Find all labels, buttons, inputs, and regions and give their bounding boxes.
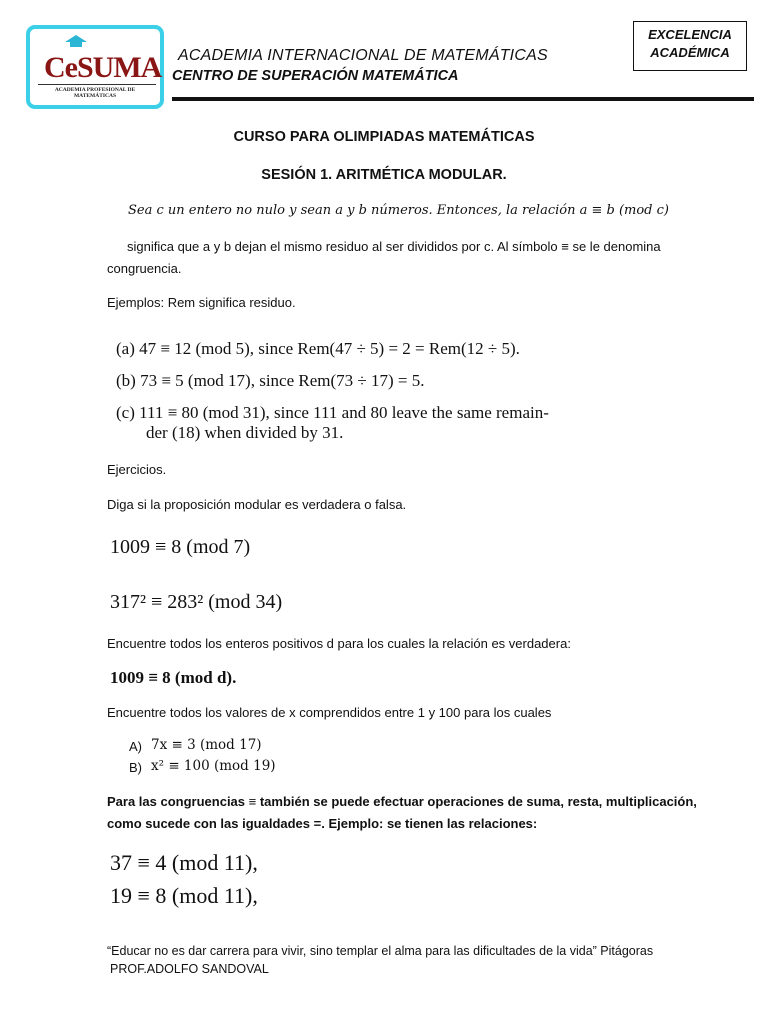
logo-divider xyxy=(38,84,156,85)
badge-line-1: EXCELENCIA xyxy=(648,27,732,42)
header-title: ACADEMIA INTERNACIONAL DE MATEMÁTICAS xyxy=(178,47,548,64)
operations-line-2: como sucede con las igualdades =. Ejemplo: se tienen las relaciones: xyxy=(107,816,538,831)
footer-author: PROF.ADOLFO SANDOVAL xyxy=(110,962,269,976)
exercises-label: Ejercicios. xyxy=(107,462,167,477)
session-title: SESIÓN 1. ARITMÉTICA MODULAR. xyxy=(261,167,507,183)
exercise-instruction: Diga si la proposición modular es verdadera o falsa. xyxy=(107,497,407,512)
operations-line-1: Para las congruencias ≡ también se puede efectuar operaciones de suma, resta, multiplicación, xyxy=(107,794,697,809)
exercise-1: 1009 ≡ 8 (mod 7) xyxy=(110,536,251,558)
examples-label: Ejemplos: Rem significa residuo. xyxy=(107,295,296,310)
intro-text-line-2: congruencia. xyxy=(107,261,182,276)
exercise-2: 317² ≡ 283² (mod 34) xyxy=(110,591,283,613)
example-c-cont: der (18) when divided by 31. xyxy=(146,423,344,442)
intro-text-line-1: significa que a y b dejan el mismo residuo al ser divididos por c. Al símbolo ≡ se le denomina xyxy=(127,239,661,254)
relation-2: 19 ≡ 8 (mod 11), xyxy=(110,883,258,908)
logo-text: CeSUMA xyxy=(44,51,162,84)
find-x-text: Encuentre todos los valores de x comprendidos entre 1 y 100 para los cuales xyxy=(107,705,552,720)
logo-subtitle: ACADEMIA PROFESIONAL DE MATEMÁTICAS xyxy=(54,87,136,99)
header-subtitle: CENTRO DE SUPERACIÓN MATEMÁTICA xyxy=(172,68,459,84)
intro-definition: Sea c un entero no nulo y sean a y b números. Entonces, la relación a ≡ b (mod c) xyxy=(128,203,669,218)
course-title: CURSO PARA OLIMPIADAS MATEMÁTICAS xyxy=(233,129,535,145)
logo xyxy=(26,25,164,109)
example-b: (b) 73 ≡ 5 (mod 17), since Rem(73 ÷ 17) = 5. xyxy=(116,371,425,390)
find-x-item-b: x² ≡ 100 (mod 19) xyxy=(151,758,276,774)
example-c: (c) 111 ≡ 80 (mod 31), since 111 and 80 leave the same remain- xyxy=(116,403,549,422)
find-x-item-a-label: A) xyxy=(129,739,142,754)
relation-1: 37 ≡ 4 (mod 11), xyxy=(110,850,258,875)
graduation-cap-base xyxy=(70,41,82,47)
example-a: (a) 47 ≡ 12 (mod 5), since Rem(47 ÷ 5) = 2 = Rem(12 ÷ 5). xyxy=(116,339,520,358)
find-d-text: Encuentre todos los enteros positivos d para los cuales la relación es verdadera: xyxy=(107,636,571,651)
find-d-math: 1009 ≡ 8 (mod d). xyxy=(110,668,237,687)
header-rule xyxy=(172,97,754,101)
footer-quote: “Educar no es dar carrera para vivir, sino templar el alma para las dificultades de la vida” Pitágoras xyxy=(107,944,654,958)
find-x-item-a: 7x ≡ 3 (mod 17) xyxy=(151,737,262,753)
find-x-item-b-label: B) xyxy=(129,760,142,775)
badge-line-2: ACADÉMICA xyxy=(650,45,730,60)
excellence-badge xyxy=(633,21,747,71)
